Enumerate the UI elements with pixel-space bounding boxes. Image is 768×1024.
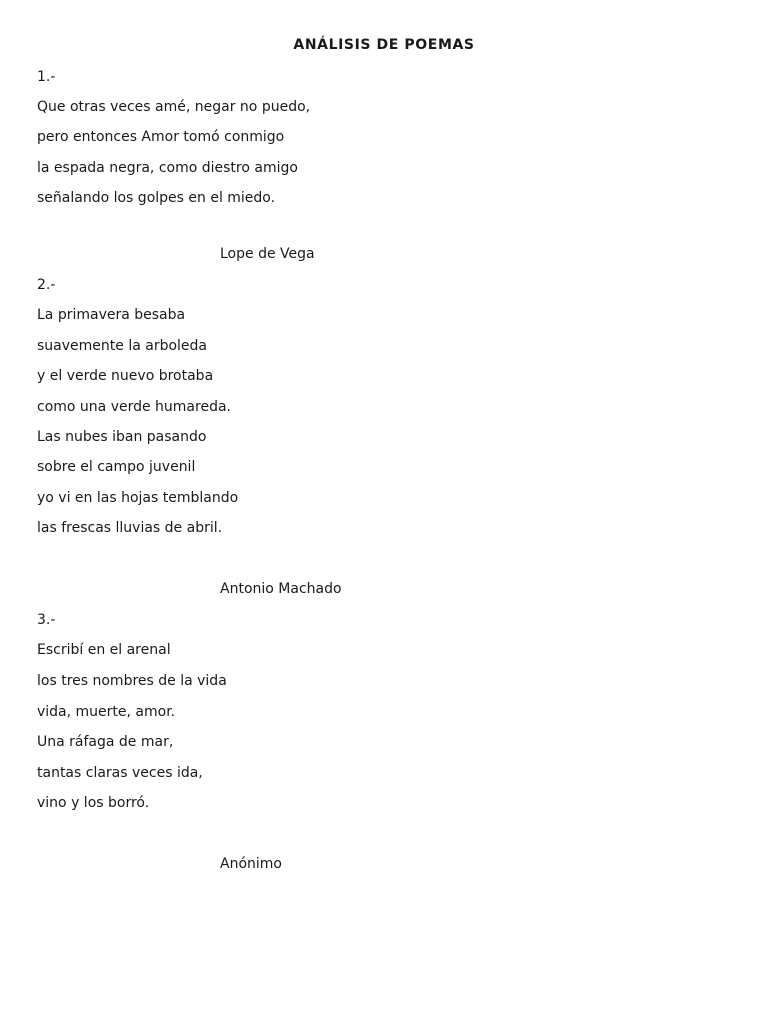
poem-line: los tres nombres de la vida <box>37 673 227 689</box>
poem-line: como una verde humareda. <box>37 399 231 415</box>
poem-author: Antonio Machado <box>220 581 342 597</box>
poem-line: La primavera besaba <box>37 307 186 323</box>
poem-line: la espada negra, como diestro amigo <box>37 160 298 176</box>
poem-line: Escribí en el arenal <box>37 642 171 658</box>
poem-line: y el verde nuevo brotaba <box>37 368 214 384</box>
poem-line: vida, muerte, amor. <box>37 704 176 720</box>
poem-author: Lope de Vega <box>220 246 315 262</box>
poem-line: pero entonces Amor tomó conmigo <box>37 129 285 145</box>
poem-line: yo vi en las hojas temblando <box>37 490 239 506</box>
poem-number: 1.- <box>37 69 56 85</box>
poem-line: Que otras veces amé, negar no puedo, <box>37 99 311 115</box>
poem-line: Las nubes iban pasando <box>37 429 207 445</box>
poem-line: tantas claras veces ida, <box>37 765 203 781</box>
poem-line: Una ráfaga de mar, <box>37 734 174 750</box>
poem-line: señalando los golpes en el miedo. <box>37 190 276 206</box>
poem-number: 2.- <box>37 277 56 293</box>
page-title: ANÁLISIS DE POEMAS <box>293 37 475 53</box>
poem-line: vino y los borró. <box>37 795 150 811</box>
poem-author: Anónimo <box>220 856 282 872</box>
poem-line: sobre el campo juvenil <box>37 459 196 475</box>
poem-line: las frescas lluvias de abril. <box>37 520 223 536</box>
poem-number: 3.- <box>37 612 56 628</box>
poem-line: suavemente la arboleda <box>37 338 207 354</box>
